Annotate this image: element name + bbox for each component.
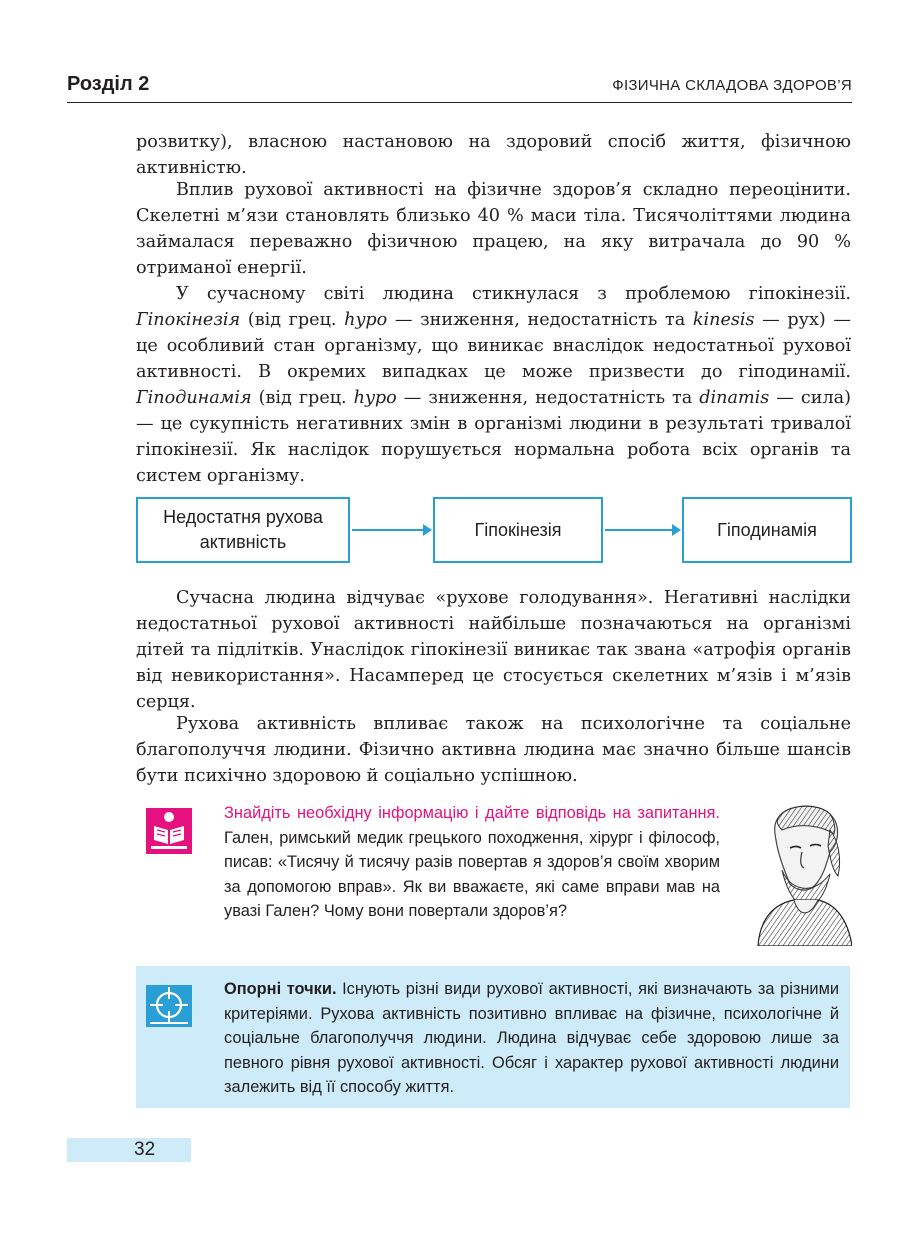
text-run: — рух) — це особливий стан організму, що виникає внаслідок недостатньої рухової активності. В окремих випадках це може призвести до гіподинамії. (136, 310, 852, 382)
flow-box-hypodynamia (682, 497, 852, 563)
task-text (224, 801, 720, 924)
galen-portrait (738, 800, 852, 946)
page-header (67, 70, 852, 100)
text-run: — сила) — це сукупність негативних змін в організмі людини в результаті тривалої гіпокінезії. Як наслідок порушується нормальна робота всіх органів та систем організму. (136, 388, 852, 486)
flow-box-hypokinesia (433, 497, 603, 563)
header-rule (67, 102, 852, 103)
text-run: (від грец. (251, 388, 354, 408)
term-hypokinesia: Гіпокінезія (136, 310, 241, 330)
paragraph-2: Вплив рухової активності на фізичне здоров’я складно переоцінити. Скелетні м’язи становлять близько 40 % маси тіла. Тисячоліттями людина займалася переважно фізичною працею, на яку витрачала до 90 % отриманої енергії. (136, 180, 851, 278)
flow-arrow (605, 529, 679, 531)
paragraph-3 (136, 281, 851, 489)
term-hypodynamia: Гіподинамія (136, 388, 252, 408)
task-body: Гален, римський медик грецького походження, хірург і філософ, писав: «Тисячу й тисячу разів повертав я здоров’я своїм хворим за допомогою вправ». Як ви вважаєте, які саме вправи мав на увазі Гален? Чому вони повертали здоров’я? (224, 828, 720, 920)
term-hypo: hypo (344, 310, 388, 330)
flow-box-label: Гіпокінезія (474, 519, 562, 540)
text-run: — зниження, недостатність та (396, 388, 700, 408)
flow-diagram (136, 497, 852, 567)
term-dinamis: dinamis (699, 388, 770, 408)
task-lead: Знайдіть необхідну інформацію і дайте відповідь на запитання. (224, 804, 720, 822)
paragraph-5: Рухова активність впливає також на психологічне та соціальне благополуччя людини. Фізично активна людина має значно більше шансів бути психічно здоровою й соціально успішною. (136, 714, 851, 786)
text-run: (від грец. (240, 310, 345, 330)
key-points-text (224, 977, 839, 1100)
section-label: Розділ 2 (67, 73, 150, 95)
running-title: ФІЗИЧНА СКЛАДОВА ЗДОРОВ’Я (612, 77, 852, 94)
key-points-body: Існують різні види рухової активності, які визначають за різними критеріями. Рухова активність позитивно впливає на фізичне, психологічне й соціальне благополуччя людини. Людина відчуває себе здоровою лише за певного рівня рухової активності. Обсяг і характер рухової активності людини залежить від її способу життя. (224, 980, 839, 1096)
paragraph-1: розвитку), власною настановою на здоровий спосіб життя, фізичною активністю. (136, 132, 851, 178)
flow-box-label: Недостатня рухова активність (163, 507, 323, 552)
term-hypo: hypo (353, 388, 397, 408)
target-crosshair-icon (146, 985, 192, 1027)
flow-box-insufficient-activity (136, 497, 350, 563)
page-number: 32 (134, 1139, 156, 1160)
page-number-bar (67, 1138, 191, 1162)
text-run: У сучасному світі людина стикнулася з проблемою гіпокінезії. (176, 284, 851, 304)
flow-box-label: Гіподинамія (717, 519, 817, 540)
paragraph-4: Сучасна людина відчуває «рухове голодування». Негативні наслідки недостатньої рухової активності найбільше позначаються на організмі дітей та підлітків. Унаслідок гіпокінезії виникає так звана «атрофія органів від невикористання». Насамперед це стосується скелетних м’язів і м’язів серця. (136, 588, 851, 712)
key-points-lead: Опорні точки. (224, 980, 337, 998)
book-reader-icon (146, 808, 192, 854)
flow-arrow (352, 529, 430, 531)
text-run: — зниження, недостатність та (387, 310, 693, 330)
term-kinesis: kinesis (692, 310, 755, 330)
